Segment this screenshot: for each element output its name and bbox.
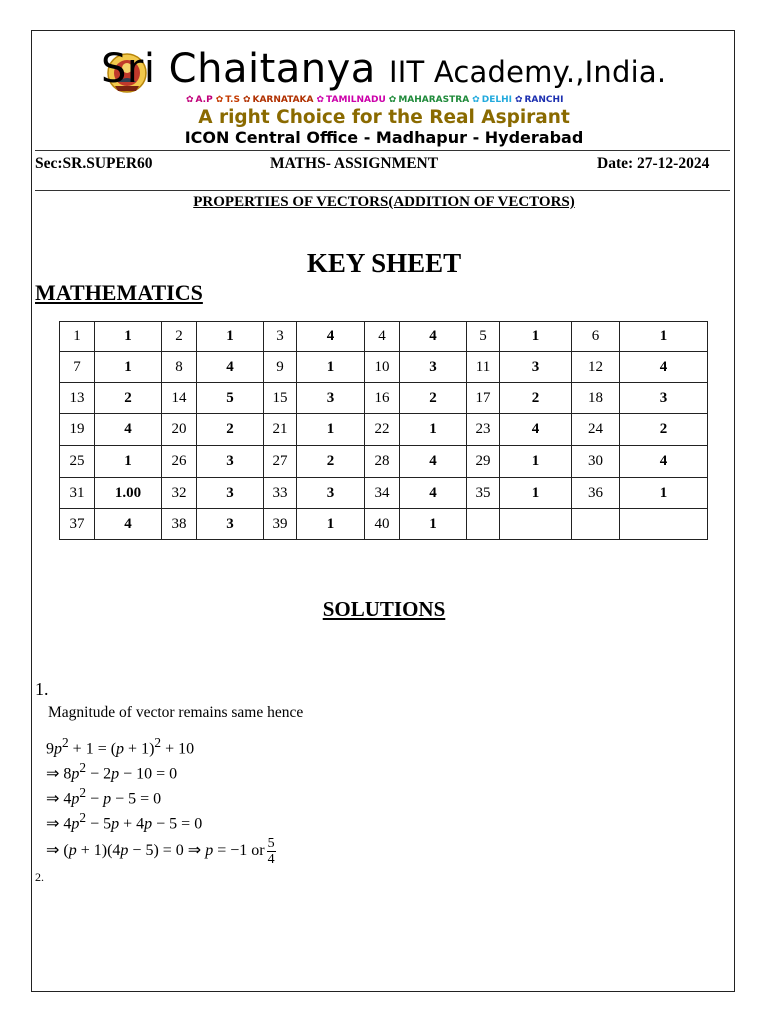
answer-cell: 2 [400,383,467,414]
question-number-cell: 27 [264,446,297,478]
answer-cell: 3 [197,509,264,540]
question-number-cell: 39 [264,509,297,540]
question-number-cell: 38 [162,509,197,540]
answer-cell: 3 [620,383,708,414]
solution-1-intro: Magnitude of vector remains same hence [48,704,304,721]
question-number-cell: 3 [264,322,297,352]
table-row [60,446,708,478]
question-number-cell: 13 [60,383,95,414]
question-number-cell: 17 [467,383,500,414]
table-row [60,322,708,352]
question-number-cell: 18 [572,383,620,414]
branch-item [186,95,213,105]
date-label: Date: 27-12-2024 [597,155,710,172]
answer-cell: 3 [297,383,365,414]
question-number-cell: 26 [162,446,197,478]
answer-cell: 1 [620,322,708,352]
answer-cell: 1 [95,446,162,478]
table-row [60,352,708,383]
question-number-cell: 5 [467,322,500,352]
answer-cell: 4 [95,509,162,540]
question-number-cell: 30 [572,446,620,478]
section-label: Sec:SR.SUPER60 [35,155,153,172]
branch-item [515,95,563,105]
answer-cell: 1 [297,352,365,383]
question-number-cell: 22 [365,414,400,446]
divider-top [35,150,730,151]
solution-1-number: 1. [35,679,49,699]
answer-cell: 1 [400,509,467,540]
subject-heading: MATHEMATICS [35,280,203,305]
answer-cell: 4 [400,478,467,509]
question-number-cell: 20 [162,414,197,446]
question-number-cell: 29 [467,446,500,478]
question-number-cell: 31 [60,478,95,509]
question-number-cell: 16 [365,383,400,414]
key-sheet-title: KEY SHEET [306,248,462,278]
question-number-cell: 15 [264,383,297,414]
table-row [60,478,708,509]
solution-2-number: 2. [35,870,44,884]
question-number-cell: 21 [264,414,297,446]
question-number-cell: 40 [365,509,400,540]
answer-cell: 4 [197,352,264,383]
branch-item [317,95,386,105]
answer-cell: 3 [500,352,572,383]
assignment-label: MATHS- ASSIGNMENT [270,155,439,172]
solution-1-equation-3: ⇒ $4p^2 - p - 5 = 0$ [46,785,162,808]
branch-item [389,95,469,105]
answer-cell: 4 [620,352,708,383]
answer-cell: 2 [297,446,365,478]
topic-heading: PROPERTIES OF VECTORS(ADDITION OF VECTORS) [193,194,575,210]
flower-bullet-icon: ✿ [186,95,194,105]
answer-cell: 1 [95,322,162,352]
question-number-cell: 10 [365,352,400,383]
answer-cell: 1 [297,509,365,540]
question-number-cell: 14 [162,383,197,414]
branch-name: DELHI [481,95,512,105]
question-number-cell: 32 [162,478,197,509]
question-number-cell: 37 [60,509,95,540]
branch-item [472,95,512,105]
answer-key-table [59,321,708,540]
brand-title [101,44,666,97]
question-number-cell: 9 [264,352,297,383]
answer-cell: 4 [620,446,708,478]
question-number-cell [572,509,620,540]
question-number-cell: 33 [264,478,297,509]
question-number-cell: 25 [60,446,95,478]
question-number-cell: 19 [60,414,95,446]
brand-suffix: IIT Academy.,India. [389,55,667,89]
answer-cell: 1 [400,414,467,446]
question-number-cell: 23 [467,414,500,446]
answer-cell: 1 [500,478,572,509]
office-address: ICON Central Office - Madhapur - Hyderabad [184,128,584,147]
flower-bullet-icon: ✿ [472,95,480,105]
branch-name: MAHARASTRA [398,95,470,105]
answer-cell: 1 [95,352,162,383]
answer-cell: 4 [297,322,365,352]
branch-name: TAMILNADU [326,95,386,105]
answer-cell: 1 [297,414,365,446]
answer-cell [500,509,572,540]
question-number-cell: 35 [467,478,500,509]
question-number-cell: 36 [572,478,620,509]
solution-1-equation-1: $9p^2 + 1 = (p + 1)^2 + 10$ [46,735,195,758]
question-number-cell: 28 [365,446,400,478]
answer-cell: 2 [95,383,162,414]
brand-name: Sri Chaitanya [101,46,376,92]
question-number-cell: 12 [572,352,620,383]
answer-cell: 3 [197,446,264,478]
branch-name: A.P [195,95,213,105]
solution-1-equation-4: ⇒ $4p^2 - 5p + 4p - 5 = 0$ [46,810,203,833]
divider-meta [35,190,730,191]
answer-cell [620,509,708,540]
question-number-cell: 6 [572,322,620,352]
answer-cell: 4 [95,414,162,446]
branch-name: T.S [225,95,240,105]
answer-cell: 2 [500,383,572,414]
flower-bullet-icon: ✿ [514,95,523,105]
question-number-cell [467,509,500,540]
answer-cell: 1 [500,446,572,478]
branch-item [243,95,314,105]
answer-cell: 5 [197,383,264,414]
answer-cell: 1 [620,478,708,509]
solutions-title: SOLUTIONS [322,597,446,621]
answer-cell: 3 [297,478,365,509]
table-row [60,414,708,446]
answer-cell: 2 [197,414,264,446]
table-row [60,509,708,540]
answer-cell: 1.00 [95,478,162,509]
fraction-five-fourths: $\frac{5}{4}$ [267,836,275,867]
answer-cell: 1 [500,322,572,352]
tagline: A right Choice for the Real Aspirant [198,107,570,128]
question-number-cell: 4 [365,322,400,352]
solution-1-equation-2: ⇒ $8p^2 - 2p - 10 = 0$ [46,760,178,783]
answer-cell: 1 [197,322,264,352]
answer-cell: 4 [400,322,467,352]
flower-bullet-icon: ✿ [242,95,251,105]
branch-list [186,94,566,106]
question-number-cell: 24 [572,414,620,446]
solution-1-equation-5: ⇒ (p + 1)(4p − 5) = 0 ⇒ p = −1 or $\frac{5}{4}$ [46,836,275,867]
branch-name: RANCHI [524,95,564,105]
answer-cell: 4 [500,414,572,446]
question-number-cell: 11 [467,352,500,383]
answer-cell: 2 [620,414,708,446]
flower-bullet-icon: ✿ [215,95,224,105]
answer-cell: 3 [400,352,467,383]
question-number-cell: 34 [365,478,400,509]
flower-bullet-icon: ✿ [388,95,397,105]
question-number-cell: 1 [60,322,95,352]
flower-bullet-icon: ✿ [316,95,325,105]
question-number-cell: 2 [162,322,197,352]
answer-cell: 4 [400,446,467,478]
table-row [60,383,708,414]
answer-cell: 3 [197,478,264,509]
question-number-cell: 8 [162,352,197,383]
branch-item [216,95,240,105]
branch-name: KARNATAKA [252,95,314,105]
question-number-cell: 7 [60,352,95,383]
